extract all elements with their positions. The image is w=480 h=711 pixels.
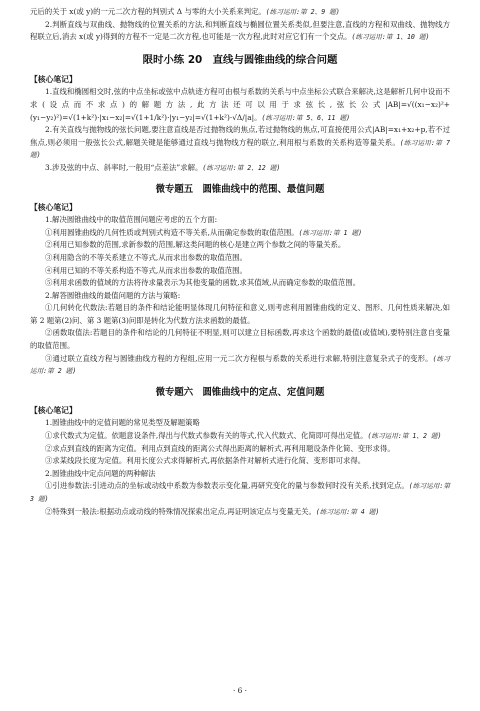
topic6-line: ②求点到直线的距离为定值。利用点到直线的距离公式得出距离的解析式,再利用题设条件化简、变形求得。: [45, 443, 395, 453]
core-notes-label: 【核心笔记】: [30, 74, 77, 84]
core-notes-label: 【核心笔记】: [30, 405, 77, 415]
exercise-reference: (练习运用:第 3 题): [30, 482, 450, 503]
exercise-reference: (练习运用:第 1、2 题): [367, 432, 442, 441]
topic5-line: 2.解答圆锥曲线的最值问题的方法与策略:: [45, 290, 181, 300]
topic5-line: ③通过联立直线方程与圆锥曲线方程的方程组,应用一元二次方程根与系数的关系进行求解,特别注意复杂式子的变形。(练习运用:第 2 题): [30, 353, 450, 376]
page-number: · 6 ·: [232, 686, 248, 695]
topic5-line: ①利用圆锥曲线的几何性质或判别式构造不等关系,从而确定参数的取值范围。(练习运用:第 1 题): [45, 227, 363, 237]
topic5-line: 1.解决圆锥曲线中的取值范围问题应考虑的五个方面:: [45, 215, 218, 225]
section20-paragraph-3: 3.涉及弦的中点、斜率时,一般用“点差法”求解。(练习运用:第 2、12 题): [45, 162, 281, 172]
intro-paragraph-1: 元后的关于 x(或 y)的一元二次方程的判别式 Δ 与零的大小关系来判定。(练习运用:第 2、9 题): [30, 7, 340, 16]
subtopic-title: 微专题六 圆锥曲线中的定点、定值问题: [155, 386, 325, 398]
topic6-line: ③求某线段长度为定值。利用长度公式求得解析式,再依据条件对解析式进行化简、变形即可求得。: [45, 456, 366, 466]
exercise-reference: (练习运用:第 4 题): [315, 507, 380, 516]
exercise-reference: (练习运用:第 5、6、11 题): [261, 113, 351, 122]
exercise-reference: (练习运用:第 7 题): [30, 138, 450, 160]
topic6-line: 1.圆锥曲线中的定值问题的常见类型及解题策略: [45, 418, 200, 428]
topic6-line: ①引进参数法:引进动点的坐标或动线中系数为参数表示变化量,再研究变化的量与参数何时没有关系,找到定点。(练习运用:第 3 题): [30, 481, 450, 503]
subtopic-title: 微专题五 圆锥曲线中的范围、最值问题: [155, 183, 325, 195]
exercise-reference: (练习运用:第 1 题): [298, 228, 363, 237]
topic5-line: ②利用已知参数的范围,求新参数的范围,解这类问题的核心是建立两个参数之间的等量关系。: [45, 240, 346, 250]
topic5-line: ④利用已知的不等关系构造不等式,从而求出参数的取值范围。: [45, 265, 247, 275]
topic6-line: 2.圆锥曲线中定点问题的两种解法: [45, 468, 156, 478]
exercise-reference: (练习运用:第 1、10 题): [351, 33, 430, 42]
topic5-line: ③利用隐含的不等关系建立不等式,从而求出参数的取值范围。: [45, 252, 247, 262]
topic6-line: ②特殊到一般法:根据动点或动线的特殊情况探索出定点,再证明该定点与变量无关。(练习运用:第 4 题): [45, 506, 380, 516]
topic6-line: ①求代数式为定值。依题意设条件,得出与代数式参数有关的等式,代入代数式、化简即可得出定值。(练习运用:第 1、2 题): [45, 431, 442, 441]
section20-paragraph-2: 2.有关直线与抛物线的弦长问题,要注意直线是否过抛物线的焦点,若过抛物线的焦点,可直接使用公式|AB|=x₁+x₂+p,若不过焦点,则必须用一般弦长公式,解题关键是能够通过直线与抛物线方程的联立,利用根与系数的关系构造等量关系。(练习运用:第 7 题): [30, 125, 450, 160]
topic5-line: ②函数取值法:若题目的条件和结论的几何特征不明显,则可以建立目标函数,再求这个函数的最值(或值域),要特别注意自变量的取值范围。: [30, 328, 450, 351]
topic5-line: ①几何转化代数法:若题目的条件和结论能明显体现几何特征和意义,则考虑利用圆锥曲线的定义、图形、几何性质来解决,如第 2 题第(2)问、第 3 题第(3)问即是转化为代数方法求函数的最值。: [30, 303, 450, 325]
exercise-reference: (练习运用:第 2、9 题): [265, 8, 340, 16]
exercise-reference: (练习运用:第 2、12 题): [202, 163, 281, 172]
core-notes-label: 【核心笔记】: [30, 202, 77, 212]
exercise-reference: (练习运用:第 2 题): [30, 354, 450, 376]
section-title: 限时小练 20 直线与圆锥曲线的综合问题: [142, 53, 338, 66]
section20-paragraph-1: 1.直线和椭圆相交时,弦的中点坐标或弦中点轨迹方程可由根与系数的关系与中点坐标公式联合来解决,这是解析几何中设而不求(设点而不求点)的解题方法,此方法还可以用于求弦长,弦长公式|AB|=√((x₁−x₂)²+(y₁−y₂)²)=√(1+k²)·|x₁−x₂|=√(1+1/k²)·|y₁−y₂|=√(1+k²)·√Δ/|a|。(练习运用:第 5、6、11 题): [30, 87, 450, 122]
topic5-line: ⑤利用求函数的值域的方法将待求量表示为其他变量的函数,求其值域,从而确定参数的取值范围。: [45, 278, 361, 288]
intro-paragraph-2: 2.判断直线与双曲线、抛物线的位置关系的方法,和判断直线与椭圆位置关系类似,但要注意,直线的方程和双曲线、抛物线方程联立后,消去 x(或 y)得到的方程不一定是二次方程,也可能是一次方程,此时对应它们有一个交点。(练习运用:第 1、10 题): [30, 19, 450, 42]
